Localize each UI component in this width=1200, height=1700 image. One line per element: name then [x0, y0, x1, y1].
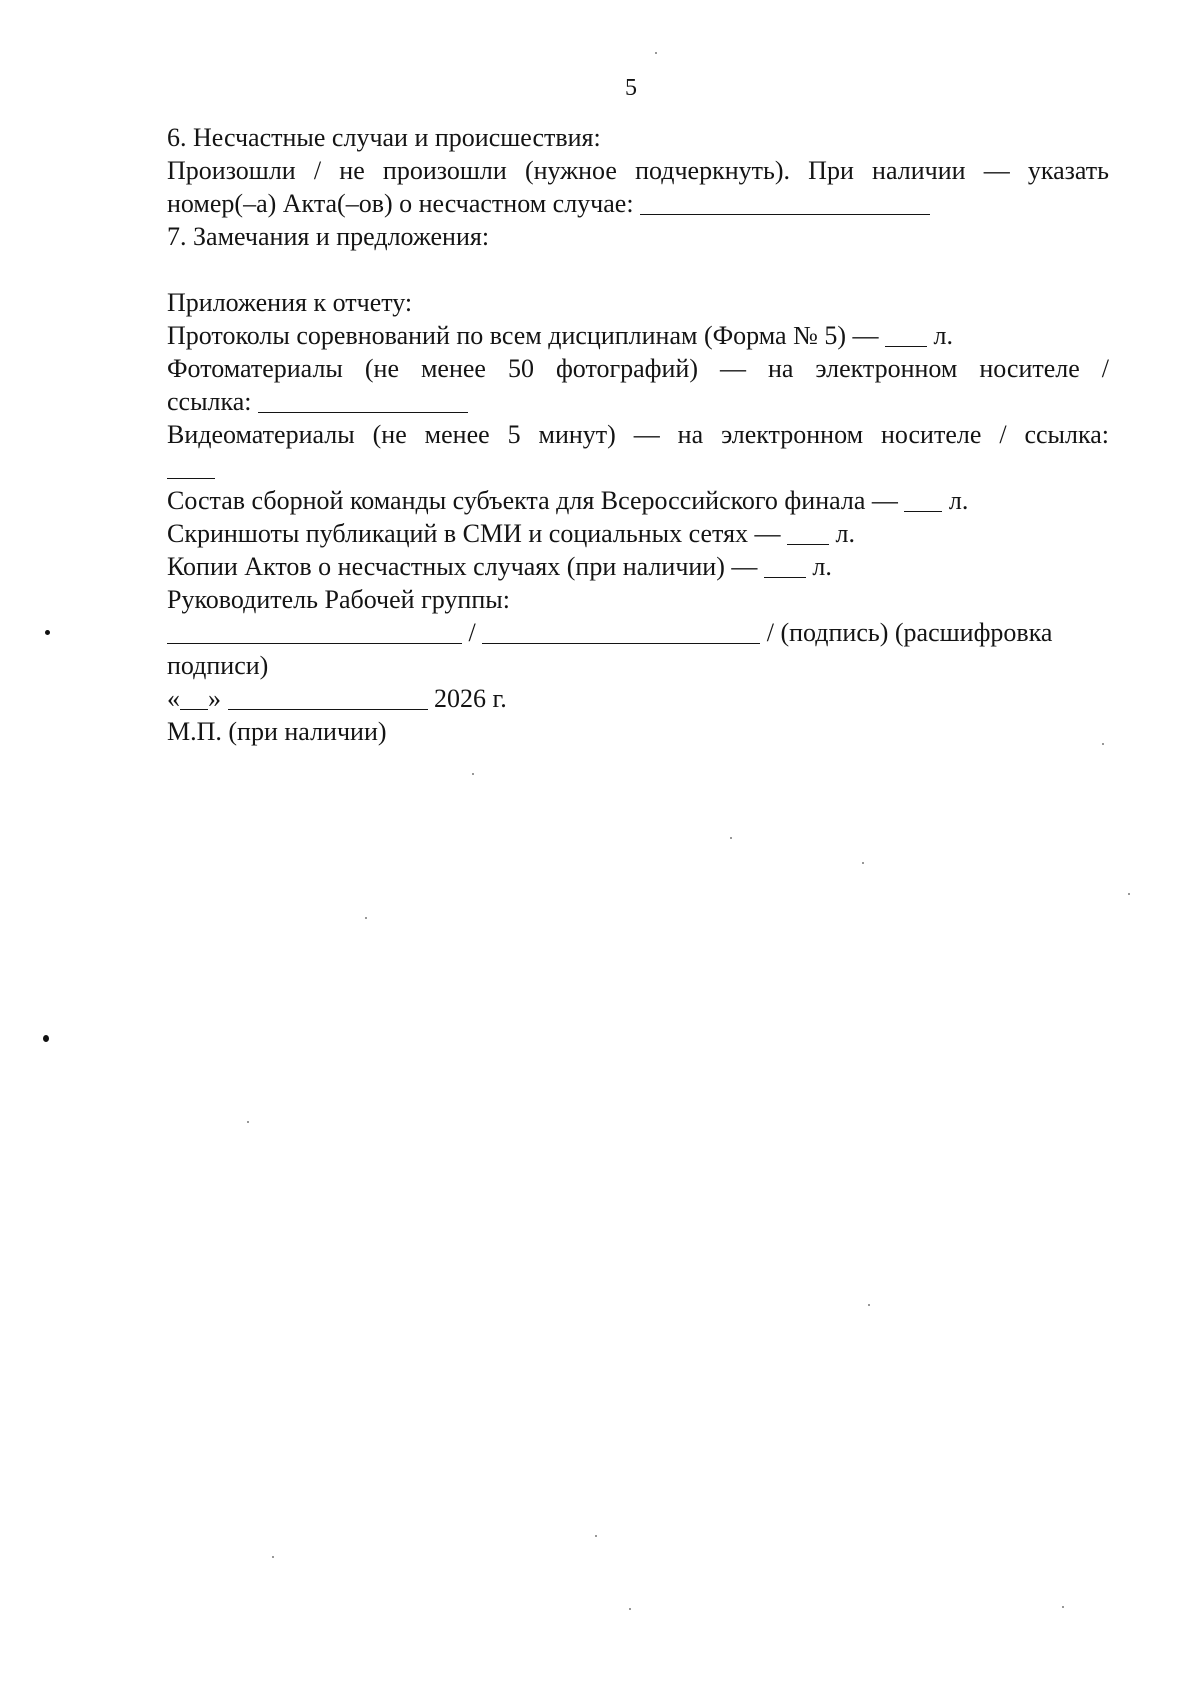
acts-line	[167, 550, 1109, 583]
scan-speck	[472, 773, 474, 775]
signature-separator: /	[468, 618, 476, 647]
photos-line-1: Фотоматериалы (не менее 50 фотографий) — на электронном носителе /	[167, 354, 1109, 383]
scan-speck	[1102, 743, 1104, 745]
protocols-label: Протоколы соревнований по всем дисциплинам (Форма № 5) —	[167, 321, 879, 350]
team-line	[167, 484, 1109, 517]
date-day-field[interactable]	[180, 684, 208, 710]
scan-speck	[43, 1035, 49, 1042]
team-label: Состав сборной команды субъекта для Всероссийского финала —	[167, 486, 898, 515]
acts-label: Копии Актов о несчастных случаях (при наличии) —	[167, 552, 758, 581]
scan-speck	[730, 837, 732, 839]
videos-link-field[interactable]	[167, 453, 215, 479]
scan-speck	[629, 1608, 631, 1610]
date-year: 2026 г.	[434, 684, 507, 713]
scan-speck	[1128, 893, 1130, 895]
scan-speck	[862, 862, 864, 864]
attachments-heading: Приложения к отчету:	[167, 288, 413, 317]
scan-speck	[595, 1535, 597, 1537]
scan-speck	[1062, 1606, 1064, 1608]
scan-speck	[45, 630, 50, 635]
section-6-text-line-2	[167, 187, 1109, 220]
acts-unit: л.	[812, 552, 832, 581]
videos-line-1: Видеоматериалы (не менее 5 минут) — на электронном носителе / ссылка:	[167, 420, 1109, 449]
scan-speck	[365, 917, 367, 919]
scan-speck	[655, 52, 657, 54]
section-7-blank	[167, 253, 1109, 286]
date-close-quote: »	[208, 684, 221, 713]
protocols-line	[167, 319, 1109, 352]
photos-link-field[interactable]	[258, 387, 468, 413]
acts-pages-field[interactable]	[764, 552, 806, 578]
screenshots-pages-field[interactable]	[787, 519, 829, 545]
signature-caption-line-2: подписи)	[167, 651, 269, 680]
signature-line	[167, 616, 1109, 649]
accident-act-label: номер(–а) Акта(–ов) о несчастном случае:	[167, 189, 634, 218]
section-6-heading: 6. Несчастные случаи и происшествия:	[167, 123, 601, 152]
signature-decoding-field[interactable]	[482, 618, 760, 644]
photos-link-label: ссылка:	[167, 387, 252, 416]
screenshots-line	[167, 517, 1109, 550]
document-body	[167, 121, 1109, 748]
protocols-pages-field[interactable]	[885, 321, 927, 347]
scan-speck	[247, 1121, 249, 1123]
team-unit: л.	[948, 486, 969, 515]
signature-field[interactable]	[167, 618, 462, 644]
team-pages-field[interactable]	[904, 486, 942, 512]
date-open-quote: «	[167, 684, 180, 713]
section-7-heading: 7. Замечания и предложения:	[167, 222, 490, 251]
section-6-text-line-1: Произошли / не произошли (нужное подчеркнуть). При наличии — указать	[167, 156, 1109, 185]
date-month-field[interactable]	[228, 684, 428, 710]
videos-line-2	[167, 451, 1109, 484]
scan-speck	[868, 1304, 870, 1306]
screenshots-label: Скриншоты публикаций в СМИ и социальных сетях —	[167, 519, 781, 548]
signature-caption: / (подпись) (расшифровка	[766, 618, 1053, 647]
page-number: 5	[625, 75, 637, 101]
protocols-unit: л.	[933, 321, 954, 350]
scan-speck	[272, 1556, 274, 1558]
stamp-note: М.П. (при наличии)	[167, 717, 387, 746]
signature-heading: Руководитель Рабочей группы:	[167, 585, 510, 614]
date-line	[167, 682, 1109, 715]
accident-act-number-field[interactable]	[640, 189, 930, 215]
screenshots-unit: л.	[835, 519, 856, 548]
photos-line-2	[167, 385, 1109, 418]
